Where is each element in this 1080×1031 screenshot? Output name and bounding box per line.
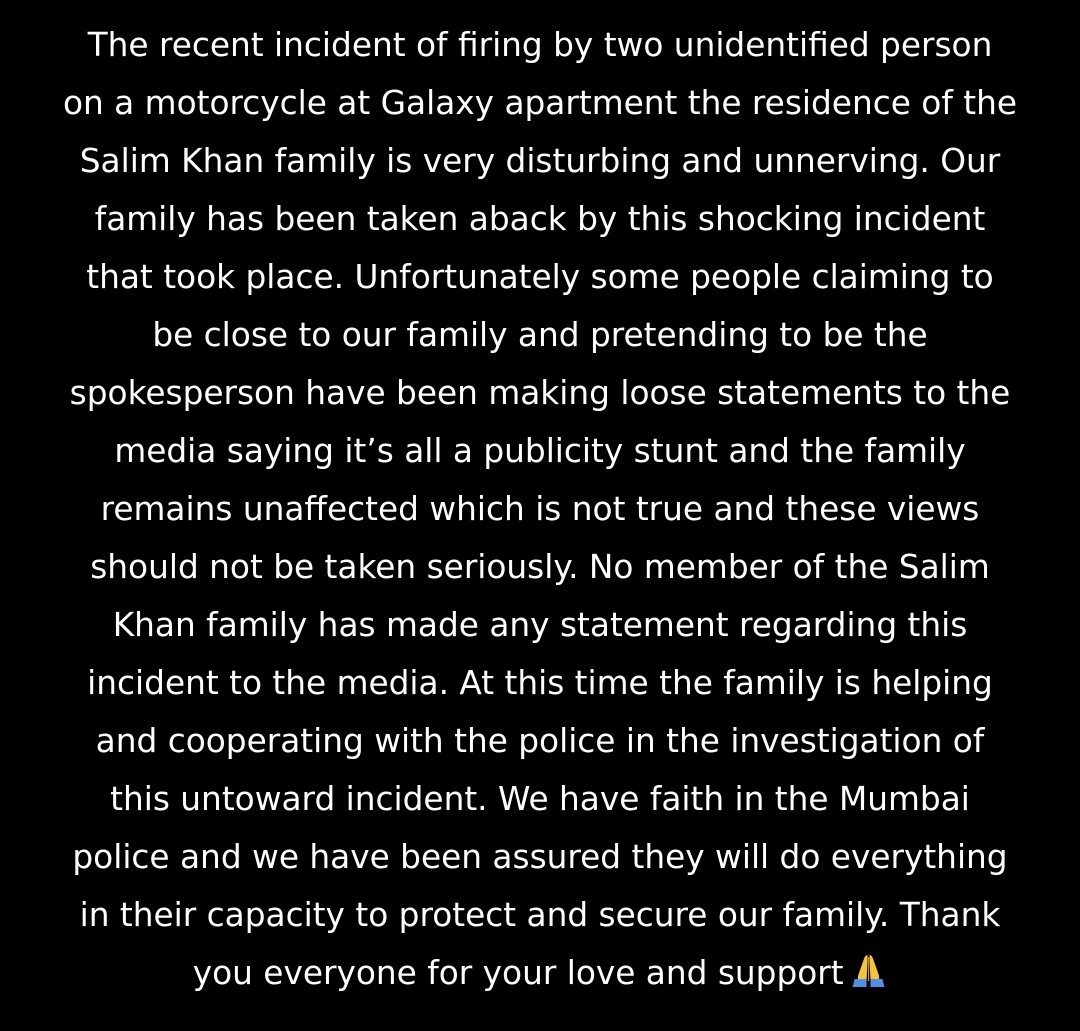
statement-line-12: incident to the media. At this time the family is helping bbox=[87, 663, 993, 702]
statement-line-2: on a motorcycle at Galaxy apartment the residence of the bbox=[62, 83, 1018, 122]
statement-line-13: and cooperating with the police in the investigation of bbox=[95, 721, 985, 760]
statement-line-7: spokesperson have been making loose statements to the bbox=[69, 373, 1011, 412]
statement-line-9: remains unaffected which is not true and these views bbox=[100, 489, 980, 528]
folded-hands-icon bbox=[850, 952, 888, 988]
statement-line-8: media saying it’s all a publicity stunt and the family bbox=[114, 431, 966, 470]
statement-line-10: should not be taken seriously. No member of the Salim bbox=[90, 547, 990, 586]
statement-line-15: police and we have been assured they will do everything bbox=[72, 837, 1008, 876]
statement-line-5: that took place. Unfortunately some people claiming to bbox=[86, 257, 994, 296]
statement-text bbox=[0, 16, 1080, 1002]
statement-line-1: The recent incident of firing by two unidentified person bbox=[87, 25, 993, 64]
statement-line-14: this untoward incident. We have faith in the Mumbai bbox=[110, 779, 970, 818]
statement-line-17 bbox=[4, 944, 1076, 1002]
statement-line-6: be close to our family and pretending to be the bbox=[152, 315, 928, 354]
statement-line-3: Salim Khan family is very disturbing and unnerving. Our bbox=[79, 141, 1001, 180]
statement-line-16: in their capacity to protect and secure our family. Thank bbox=[79, 895, 1001, 934]
statement-line-4: family has been taken aback by this shocking incident bbox=[94, 199, 986, 238]
statement-line-17-text: you everyone for your love and support bbox=[192, 953, 844, 992]
statement-line-11: Khan family has made any statement regarding this bbox=[112, 605, 968, 644]
